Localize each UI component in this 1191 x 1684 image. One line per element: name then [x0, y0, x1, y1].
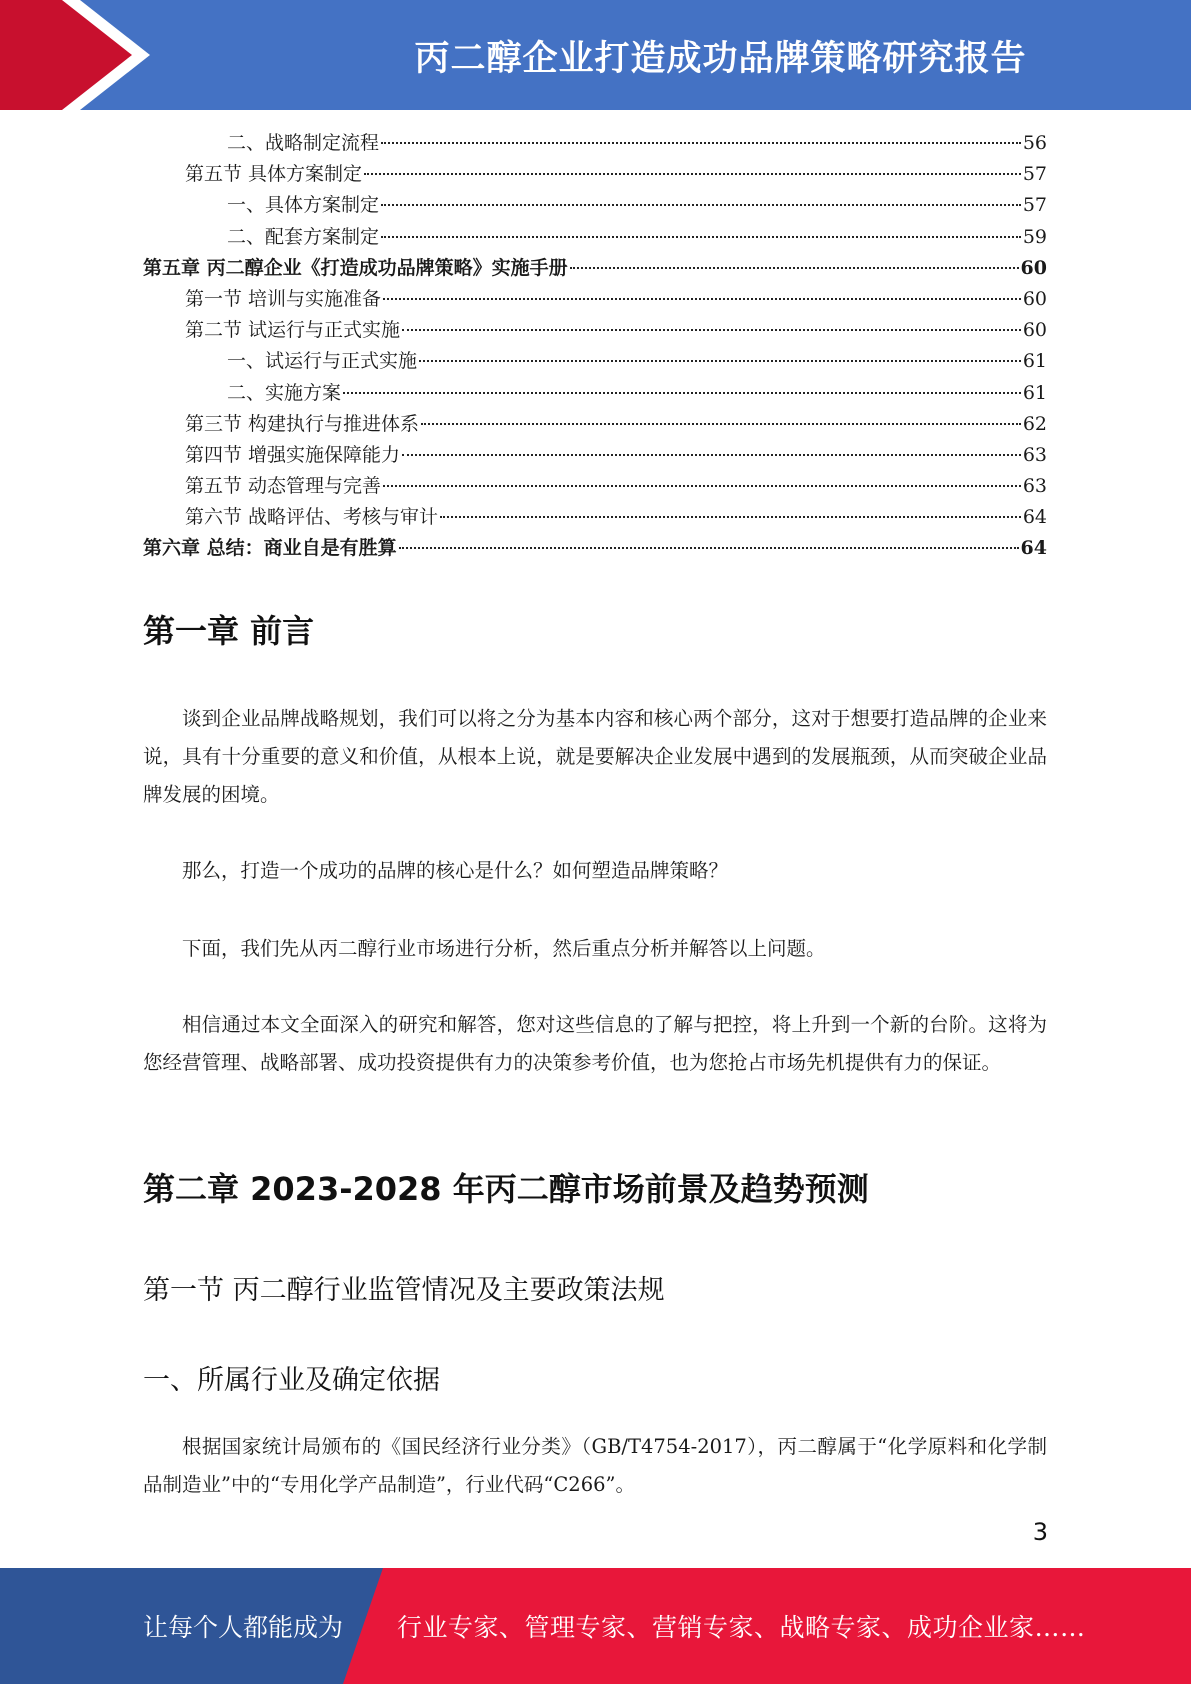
toc-entry-label: 一、具体方案制定	[227, 194, 380, 217]
toc-dot-leader	[364, 173, 1021, 175]
toc-dot-leader	[440, 516, 1021, 518]
chapter-1-paragraph-1: 谈到企业品牌战略规划，我们可以将之分为基本内容和核心两个部分，这对于想要打造品牌的企业来说，具有十分重要的意义和价值，从根本上说，就是要解决企业发展中遇到的发展瓶颈，从而突破企业品牌发展的困境。	[143, 707, 1047, 806]
toc-dot-leader	[383, 485, 1021, 487]
chapter-1-paragraph-3: 下面，我们先从丙二醇行业市场进行分析，然后重点分析并解答以上问题。	[182, 937, 826, 960]
toc-entry-page: 59	[1022, 225, 1047, 248]
toc-entry-page: 63	[1022, 475, 1047, 498]
page-number: 3	[1032, 1518, 1048, 1546]
toc-entry-label: 二、实施方案	[227, 381, 342, 404]
toc-entry-page: 57	[1022, 163, 1047, 186]
toc-entry-label: 第四节 增强实施保障能力	[185, 443, 401, 466]
toc-entry[interactable]	[143, 346, 1047, 377]
footer-slogan-right: 行业专家、管理专家、营销专家、战略专家、成功企业家……	[397, 1613, 1086, 1642]
toc-entry-label: 第六节 战略评估、考核与审计	[185, 506, 439, 529]
toc-dot-leader	[402, 454, 1021, 456]
toc-entry[interactable]	[143, 190, 1047, 221]
toc-dot-leader	[402, 329, 1021, 331]
toc-dot-leader	[381, 236, 1021, 238]
chapter-1-title: 第一章 前言	[143, 612, 315, 650]
toc-dot-leader	[399, 547, 1019, 549]
toc-entry[interactable]	[143, 409, 1047, 440]
table-of-contents	[143, 128, 1047, 565]
toc-entry[interactable]	[143, 222, 1047, 253]
toc-entry-label: 第五节 动态管理与完善	[185, 475, 382, 498]
toc-entry[interactable]	[143, 502, 1047, 533]
toc-entry-label: 第一节 培训与实施准备	[185, 287, 382, 310]
toc-dot-leader	[419, 360, 1021, 362]
toc-dot-leader	[381, 204, 1021, 206]
toc-entry-page: 60	[1020, 256, 1047, 279]
toc-dot-leader	[421, 423, 1021, 425]
toc-dot-leader	[383, 298, 1021, 300]
toc-entry[interactable]	[143, 378, 1047, 409]
chapter-2-section-1-title: 第一节 丙二醇行业监管情况及主要政策法规	[143, 1275, 665, 1306]
footer-slogan-left: 让每个人都能成为	[143, 1613, 344, 1642]
toc-entry-page: 63	[1022, 443, 1047, 466]
chapter-1-paragraph-4: 相信通过本文全面深入的研究和解答，您对这些信息的了解与把控，将上升到一个新的台阶。这将为您经营管理、战略部署、成功投资提供有力的决策参考价值，也为您抢占市场先机提供有力的保证。	[143, 1013, 1047, 1074]
toc-entry-page: 56	[1022, 132, 1047, 154]
toc-entry-label: 第六章 总结：商业自是有胜算	[143, 537, 397, 560]
toc-entry-page: 64	[1020, 537, 1047, 560]
toc-dot-leader	[343, 392, 1021, 394]
toc-entry-page: 60	[1022, 319, 1047, 342]
toc-entry-label: 二、配套方案制定	[227, 225, 380, 248]
toc-entry-label: 第二节 试运行与正式实施	[185, 319, 401, 342]
toc-entry-label: 第五章 丙二醇企业《打造成功品牌策略》实施手册	[143, 256, 568, 279]
toc-entry[interactable]	[143, 128, 1047, 159]
toc-entry-label: 第三节 构建执行与推进体系	[185, 412, 420, 435]
toc-entry-label: 二、战略制定流程	[227, 132, 380, 154]
toc-entry-label: 第五节 具体方案制定	[185, 163, 363, 186]
toc-entry[interactable]	[143, 159, 1047, 190]
toc-entry[interactable]	[143, 533, 1047, 564]
header-banner	[0, 0, 1191, 110]
toc-entry-page: 61	[1022, 381, 1047, 404]
toc-entry-page: 57	[1022, 194, 1047, 217]
chapter-2-title: 第二章 2023-2028 年丙二醇市场前景及趋势预测	[143, 1170, 869, 1208]
toc-entry[interactable]	[143, 284, 1047, 315]
chapter-2-paragraph: 根据国家统计局颁布的《国民经济行业分类》（GB/T4754-2017），丙二醇属于“化学原料和化学制品制造业”中的“专用化学产品制造”，行业代码“C266”。	[143, 1435, 1047, 1496]
toc-dot-leader	[570, 267, 1019, 269]
toc-entry-page: 64	[1022, 506, 1047, 529]
footer-banner	[0, 1568, 1191, 1684]
toc-entry[interactable]	[143, 440, 1047, 471]
chapter-1-paragraph-2: 那么，打造一个成功的品牌的核心是什么？如何塑造品牌策略？	[182, 859, 729, 882]
toc-entry-label: 一、试运行与正式实施	[227, 350, 418, 373]
toc-entry[interactable]	[143, 253, 1047, 284]
toc-entry[interactable]	[143, 315, 1047, 346]
toc-entry-page: 60	[1022, 287, 1047, 310]
toc-entry[interactable]	[143, 471, 1047, 502]
report-title: 丙二醇企业打造成功品牌策略研究报告	[414, 39, 1027, 79]
toc-entry-page: 61	[1022, 350, 1047, 373]
chapter-2-subsection-title: 一、所属行业及确定依据	[143, 1365, 440, 1396]
toc-entry-page: 62	[1022, 412, 1047, 435]
toc-dot-leader	[381, 142, 1021, 144]
